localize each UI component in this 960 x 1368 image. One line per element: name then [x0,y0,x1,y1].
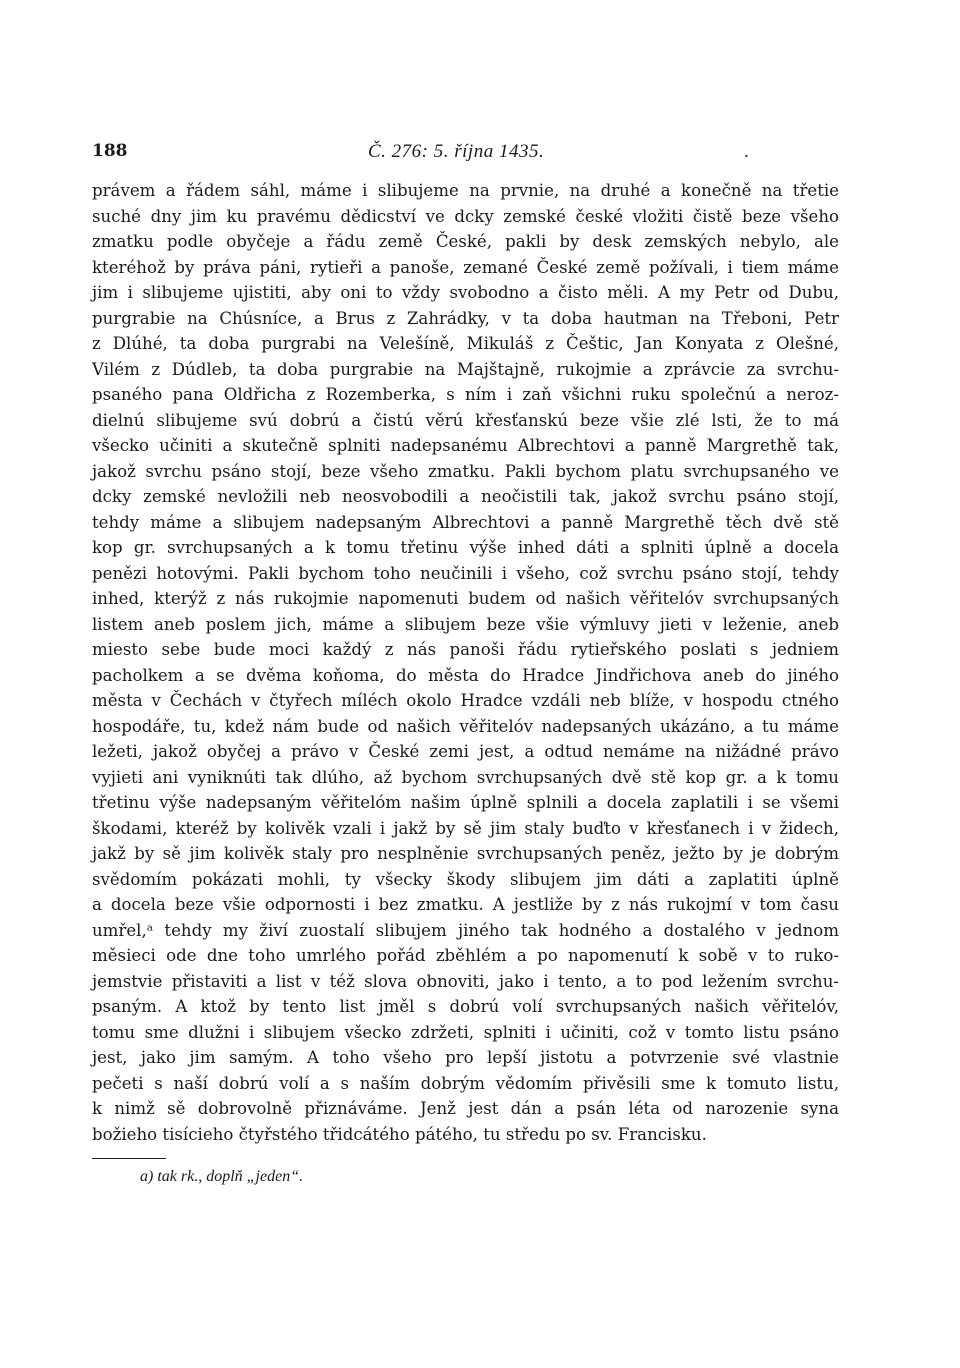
text-line: vyjieti ani vyniknúti tak dlúho, až bychom svrchupsaných dvě stě kop gr. a k tomu [92,767,839,787]
text-line: jemstvie přistaviti a list v též slova obnoviti, jako i tento, a to pod ležením svrchu- [92,971,839,991]
text-line: škodami, kteréž by kolivěk vzali i jakž by sě jim staly buďto v křesťanech i v židech, [92,818,839,838]
text-line: listem aneb poslem jich, máme a slibujem beze všie výmluvy jieti v leženie, aneb [92,614,839,634]
body-text [92,178,839,1147]
text-line: zmatku podle obyčeje a řádu země České, pakli by desk zemských nebylo, ale [92,232,839,251]
text-line: miesto sebe bude moci každý z nás panoši řádu rytieřského poslati s jedniem [92,640,839,659]
text-line: penězi hotovými. Pakli bychom toho neučinili i všeho, což svrchu psáno stojí, tehdy [92,563,839,583]
running-head: Č. 276: 5. října 1435. [368,141,545,162]
text-line: psaného pana Oldřicha z Rozemberka, s ním i zaň všichni ruku společnú a neroz- [92,385,839,404]
text-line: umřel,ᵃ tehdy my živí zuostalí slibujem jiného tak hodného a dostalého v jednom [92,920,839,940]
text-line: purgrabie na Chúsníce, a Brus z Zahrádky, v ta doba hautman na Třeboni, Petr [92,308,839,328]
text-line: a docela beze všie odpornosti i bez zmatku. A jestliže by z nás rukojmí v tom času [92,895,839,914]
text-line: měsieci ode dne toho umrlého pořád zběhlém a po napomenutí k sobě v to ruko- [92,946,839,965]
text-line: města v Čechách v čtyřech míléch okolo Hradce vzdáli neb blíže, v hospodu ctného [92,691,839,710]
text-line: tehdy máme a slibujem nadepsaným Albrechtovi a panně Margrethě těch dvě stě [92,512,839,532]
text-line: pečeti s naší dobrú volí a s naším dobrým vědomím přivěsili sme k tomuto listu, [92,1073,839,1093]
text-line: ležeti, jakož obyčej a právo v České zemi jest, a odtud nemáme na nižádné právo [92,742,839,761]
text-line: dielnú slibujeme svú dobrú a čistú věrú křesťanskú beze všie zlé lsti, že to má [92,410,839,430]
text-line: třetinu výše nadepsaným věřitelóm našim úplně splnili a docela zaplatili i se všemi [92,793,839,812]
text-line: k nimž sě dobrovolně přiznáváme. Jenž jest dán a psán léta od narozenie syna [92,1099,839,1118]
text-line: božieho tisícieho čtyřstého třidcátého pátého, tu středu po sv. Francisku. [92,1124,707,1144]
stray-mark: . [744,141,749,162]
text-line: všecko učiniti a skutečně splniti nadepsanému Albrechtovi a panně Margrethě tak, [92,436,839,455]
text-line: Vilém z Dúdleb, ta doba purgrabie na Majštajně, rukojmie a zprávcie za svrchu- [92,359,839,379]
text-line: hospodáře, tu, kdež nám bude od našich věřitelóv nadepsaných ukázáno, a tu máme [92,716,839,736]
text-line: psaným. A ktož by tento list jměl s dobrú volí svrchupsaných našich věřitelóv, [92,997,839,1016]
text-line: jakž by sě jim kolivěk staly pro nesplněnie svrchupsaných peněz, ježto by je dobrým [92,844,839,863]
text-line: dcky zemské nevložili neb neosvobodili a neočistili tak, jakož svrchu psáno stojí, [92,487,839,506]
page-number: 188 [92,141,128,161]
text-line: jim i slibujeme ujistiti, aby oni to vždy svobodno a čisto měli. A my Petr od Dubu, [92,283,839,302]
text-line: jakož svrchu psáno stojí, beze všeho zmatku. Pakli bychom platu svrchupsaného ve [92,461,839,481]
text-line: suché dny jim ku pravému dědicství ve dcky zemské české vložiti čistě beze všeho [92,206,839,226]
text-line: kteréhož by práva páni, rytieři a panoše, zemané České země požívali, i tiem máme [92,257,839,277]
text-line: svědomím pokázati mohli, ty všecky škody slibujem jim dáti a zaplatiti úplně [92,869,839,889]
text-line: pacholkem a se dvěma koňoma, do města do Hradce Jindřichova aneb do jiného [92,665,839,685]
footnote-rule [92,1158,166,1159]
text-line: z Dlúhé, ta doba purgrabi na Velešíně, Mikuláš z Češtic, Jan Konyata z Olešné, [92,334,839,353]
text-line: tomu sme dlužni i slibujem všecko zdržeti, splniti i učiniti, což v tomto listu psáno [92,1022,839,1042]
page-header [92,141,842,171]
footnote: a) tak rk., doplň „jeden“. [140,1168,304,1185]
text-line: inhed, kterýž z nás rukojmie napomenuti budem od našich věřitelóv svrchupsaných [92,589,839,608]
text-line: jest, jako jim samým. A toho všeho pro lepší jistotu a potvrzenie své vlastnie [92,1048,839,1067]
text-line: právem a řádem sáhl, máme i slibujeme na prvnie, na druhé a konečně na třetie [92,181,839,200]
text-line: kop gr. svrchupsaných a k tomu třetinu výše inhed dáti a splniti úplně a docela [92,538,839,557]
